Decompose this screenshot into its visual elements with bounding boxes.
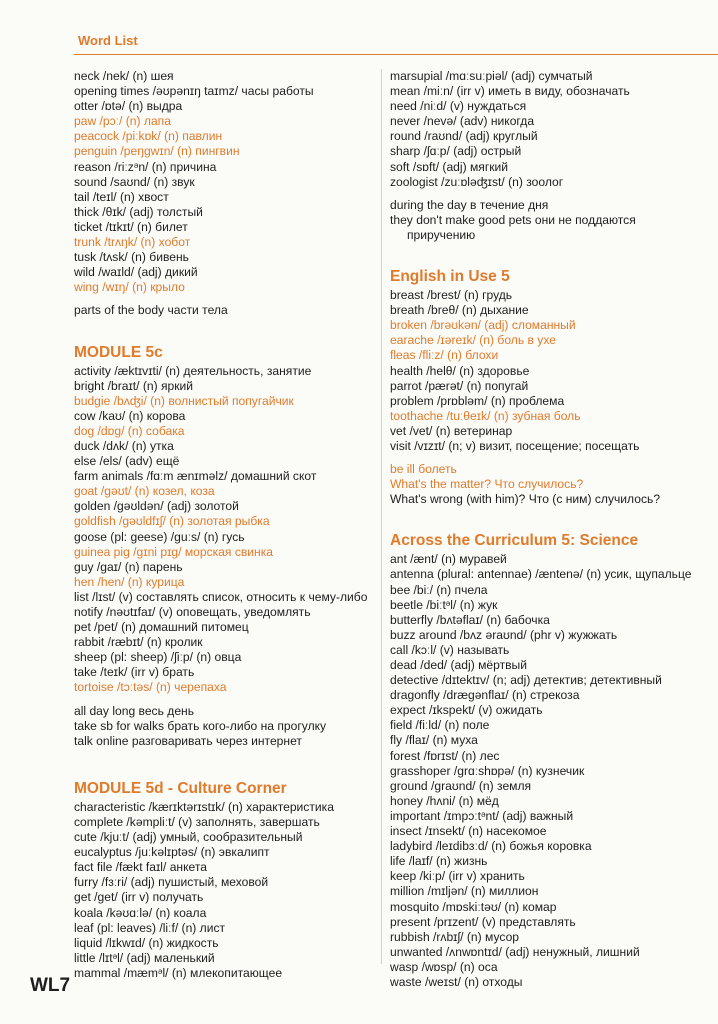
- word-entry: bee /biː/ (n) пчела: [390, 582, 488, 597]
- word-entry: butterfly /bʌtəflaɪ/ (n) бабочка: [390, 612, 550, 627]
- section-heading-module-5d: MODULE 5d - Culture Corner: [74, 779, 287, 797]
- word-entry: mean /miːn/ (irr v) иметь в виду, обозначать: [390, 84, 630, 99]
- word-entry: dead /ded/ (adj) мёртвый: [390, 658, 527, 672]
- word-entry: duck /dʌk/ (n) утка: [74, 438, 174, 453]
- word-entry: fact file /fækt faɪl/ анкета: [74, 860, 207, 875]
- phrase-entry: What's wrong (with him)? Что (с ним) случилось?: [390, 492, 661, 507]
- word-entry: sheep (pl: sheep) /ʃiːp/ (n) овца: [74, 650, 242, 665]
- word-entry: problem /prɒbləm/ (n) проблема: [390, 393, 565, 408]
- phrase-group-module-5c: [74, 704, 374, 749]
- word-entry: hen /hen/ (n) курица: [74, 574, 185, 589]
- word-entry: fleas /fliːz/ (n) блохи: [390, 348, 499, 363]
- phrase-entry: be ill болеть: [390, 462, 457, 477]
- word-entry: call /kɔːl/ (v) называть: [390, 642, 510, 657]
- word-entry: peacock /piːkɒk/ (n) павлин: [74, 129, 223, 144]
- word-entry: ant /ænt/ (n) муравей: [390, 552, 507, 567]
- word-entry: activity /æktɪvɪti/ (n) деятельность, занятие: [74, 363, 312, 378]
- word-entry: tail /teɪl/ (n) хвост: [74, 189, 169, 204]
- word-entry: goldfish /gəʊldfɪʃ/ (n) золотая рыбка: [74, 514, 270, 529]
- word-entry: honey /hʌni/ (n) мёд: [390, 793, 499, 808]
- word-entry: parrot /pærət/ (n) попугай: [390, 378, 529, 393]
- word-entry: breast /brest/ (n) грудь: [390, 288, 513, 303]
- word-entry: koala /kəʊɑːlə/ (n) коала: [74, 905, 207, 920]
- word-entry: never /nevə/ (adv) никогда: [390, 114, 535, 129]
- word-group-module-5c: [74, 364, 374, 696]
- phrase-entry: during the day в течение дня: [390, 197, 549, 212]
- word-entry: guy /gaɪ/ (n) парень: [74, 559, 183, 574]
- word-entry: soft /sɒft/ (adj) мягкий: [390, 159, 509, 174]
- word-entry: reason /riːzᵊn/ (n) причина: [74, 159, 217, 174]
- phrase-entry: all day long весь день: [74, 703, 195, 718]
- word-entry: thick /θɪk/ (adj) толстый: [74, 204, 203, 219]
- word-entry: notify /nəʊtɪfaɪ/ (v) оповещать, уведомлять: [74, 605, 311, 619]
- word-entry: complete /kəmpliːt/ (v) заполнять, завершать: [74, 814, 320, 829]
- word-entry: else /els/ (adv) ещё: [74, 454, 180, 469]
- word-entry: goat /gəʊt/ (n) козел, коза: [74, 484, 215, 499]
- word-entry: field /fiːld/ (n) поле: [390, 718, 490, 733]
- word-entry: beetle /biːtᵊl/ (n) жук: [390, 597, 498, 612]
- word-entry: vet /vet/ (n) ветеринар: [390, 423, 513, 438]
- word-entry: penguin /peŋgwɪn/ (n) пингвин: [74, 144, 240, 159]
- word-entry: goose (pl: geese) /guːs/ (n) гусь: [74, 529, 245, 544]
- word-entry: unwanted /ʌnwɒntɪd/ (adj) ненужный, лишний: [390, 944, 640, 959]
- word-entry: health /helθ/ (n) здоровье: [390, 363, 530, 378]
- word-entry: guinea pig /gɪni pɪg/ морская свинка: [74, 544, 274, 559]
- word-entry: ground /graʊnd/ (n) земля: [390, 778, 532, 793]
- word-entry: detective /dɪtektɪv/ (n; adj) детектив; детективный: [390, 673, 662, 688]
- word-entry: bright /braɪt/ (n) яркий: [74, 378, 194, 393]
- word-entry: mosquito /mɒskiːtəʊ/ (n) комар: [390, 899, 557, 914]
- word-entry: keep /kiːp/ (irr v) хранить: [390, 869, 525, 884]
- word-entry: important /ɪmpɔːtᵊnt/ (adj) важный: [390, 808, 574, 823]
- word-entry: tortoise /tɔːtəs/ (n) черепаха: [74, 680, 227, 695]
- phrase-entry: talk online разговаривать через интернет: [74, 733, 302, 748]
- word-entry: marsupial /mɑːsuːpiəl/ (adj) сумчатый: [390, 69, 593, 83]
- word-group-english-in-use: [390, 288, 716, 454]
- word-entry: toothache /tuːθeɪk/ (n) зубная боль: [390, 408, 581, 423]
- word-entry: buzz around /bʌz əraʊnd/ (phr v) жужжать: [390, 627, 618, 642]
- word-entry: paw /pɔː/ (n) лапа: [74, 114, 171, 129]
- word-entry: grasshoper /grɑːshɒpə/ (n) кузнечик: [390, 763, 585, 778]
- section-heading-science: Across the Curriculum 5: Science: [390, 532, 639, 550]
- word-entry: wild /waɪld/ (adj) дикий: [74, 265, 198, 280]
- word-entry: farm animals /fɑːm ænɪməlz/ домашний скот: [74, 469, 317, 484]
- word-entry: present /prɪzent/ (v) представлять: [390, 914, 576, 929]
- phrase-entry: приручению: [407, 227, 476, 242]
- word-entry: zoologist /zuːɒləʤɪst/ (n) зоолог: [390, 174, 564, 189]
- word-entry: pet /pet/ (n) домашний питомец: [74, 620, 249, 635]
- word-entry: dog /dɒg/ (n) собака: [74, 423, 185, 438]
- word-entry: dragonfly /drægənflaɪ/ (n) стрекоза: [390, 688, 580, 703]
- phrase-entry: parts of the body части тела: [74, 303, 228, 318]
- page-number: WL7: [30, 975, 71, 996]
- word-group-science: [390, 552, 716, 990]
- word-entry: waste /weɪst/ (n) отходы: [390, 974, 523, 989]
- word-entry: furry /fɜːri/ (adj) пушистый, меховой: [74, 875, 269, 890]
- header-rule: [74, 54, 718, 55]
- phrase-entry: they don't make good pets они не поддаются: [390, 212, 636, 227]
- word-entry: get /get/ (irr v) получать: [74, 890, 204, 905]
- word-entry: little /lɪtᵊl/ (adj) маленький: [74, 950, 215, 965]
- word-entry: cow /kaʊ/ (n) корова: [74, 408, 186, 423]
- word-entry: insect /ɪnsekt/ (n) насекомое: [390, 824, 547, 839]
- word-entry: rabbit /ræbɪt/ (n) кролик: [74, 635, 203, 650]
- word-entry: million /mɪljən/ (n) миллион: [390, 884, 539, 899]
- word-group-animals: [74, 69, 374, 295]
- word-entry: mammal /mæmᵊl/ (n) млекопитающее: [74, 965, 283, 980]
- word-entry: liquid /lɪkwɪd/ (n) жидкость: [74, 935, 219, 950]
- word-entry: characteristic /kærɪktərɪstɪk/ (n) характеристика: [74, 799, 334, 814]
- word-entry: earache /ɪəreɪk/ (n) боль в ухе: [390, 333, 556, 348]
- word-entry: antenna (plural: antennae) /æntenə/ (n) усик, щупальце: [390, 567, 692, 582]
- word-entry: life /laɪf/ (n) жизнь: [390, 854, 488, 869]
- word-group-module-5d: [74, 800, 374, 981]
- word-entry: eucalyptus /juːkəlɪptəs/ (n) эвкалипт: [74, 845, 270, 860]
- section-heading-english-in-use: English in Use 5: [390, 268, 510, 286]
- right-column: [390, 69, 716, 990]
- phrase-group-continued: [390, 198, 716, 243]
- word-entry: take /teɪk/ (irr v) брать: [74, 665, 195, 680]
- word-entry: leaf (pl: leaves) /liːf/ (n) лист: [74, 920, 226, 935]
- word-entry: tusk /tʌsk/ (n) бивень: [74, 250, 189, 265]
- phrase-entry: What's the matter? Что случилось?: [390, 477, 584, 492]
- word-entry: opening times /əʊpənɪŋ taɪmz/ часы работы: [74, 84, 314, 99]
- phrase-entry: take sb for walks брать кого-либо на прогулку: [74, 718, 327, 733]
- word-entry: cute /kjuːt/ (adj) умный, сообразительный: [74, 830, 303, 845]
- left-column: [74, 69, 374, 981]
- word-entry: neck /nek/ (n) шея: [74, 69, 174, 83]
- word-entry: otter /ɒtə/ (n) выдра: [74, 99, 183, 114]
- word-entry: visit /vɪzɪt/ (n; v) визит, посещение; посещать: [390, 438, 640, 453]
- word-entry: ticket /tɪkɪt/ (n) билет: [74, 219, 188, 234]
- phrase-group-english-in-use: [390, 462, 716, 507]
- word-entry: trunk /trʌŋk/ (n) хобот: [74, 235, 191, 250]
- word-entry: breath /breθ/ (n) дыхание: [390, 303, 529, 318]
- word-entry: wasp /wɒsp/ (n) оса: [390, 959, 498, 974]
- word-entry: list /lɪst/ (v) составлять список, относить к чему-либо: [74, 589, 368, 604]
- word-entry: broken /brəʊkən/ (adj) сломанный: [390, 318, 576, 333]
- word-entry: rubbish /rʌbɪʃ/ (n) мусор: [390, 929, 520, 944]
- word-entry: expect /ɪkspekt/ (v) ожидать: [390, 703, 543, 718]
- page-header-title: Word List: [78, 33, 138, 48]
- word-group-continued: [390, 69, 716, 190]
- word-entry: fly /flaɪ/ (n) муха: [390, 733, 478, 748]
- word-entry: sharp /ʃɑːp/ (adj) острый: [390, 144, 522, 159]
- word-entry: ladybird /leɪdibɜːd/ (n) божья коровка: [390, 839, 592, 854]
- word-entry: budgie /bʌʤi/ (n) волнистый попугайчик: [74, 393, 294, 408]
- word-entry: round /raʊnd/ (adj) круглый: [390, 129, 538, 144]
- word-entry: golden /gəʊldən/ (adj) золотой: [74, 499, 239, 514]
- column-divider: [381, 69, 382, 964]
- word-entry: forest /fɒrɪst/ (n) лес: [390, 748, 500, 763]
- word-entry: sound /saʊnd/ (n) звук: [74, 174, 195, 189]
- section-heading-module-5c: MODULE 5c: [74, 343, 163, 361]
- word-entry: wing /wɪŋ/ (n) крыло: [74, 280, 185, 295]
- word-entry: need /niːd/ (v) нуждаться: [390, 99, 527, 114]
